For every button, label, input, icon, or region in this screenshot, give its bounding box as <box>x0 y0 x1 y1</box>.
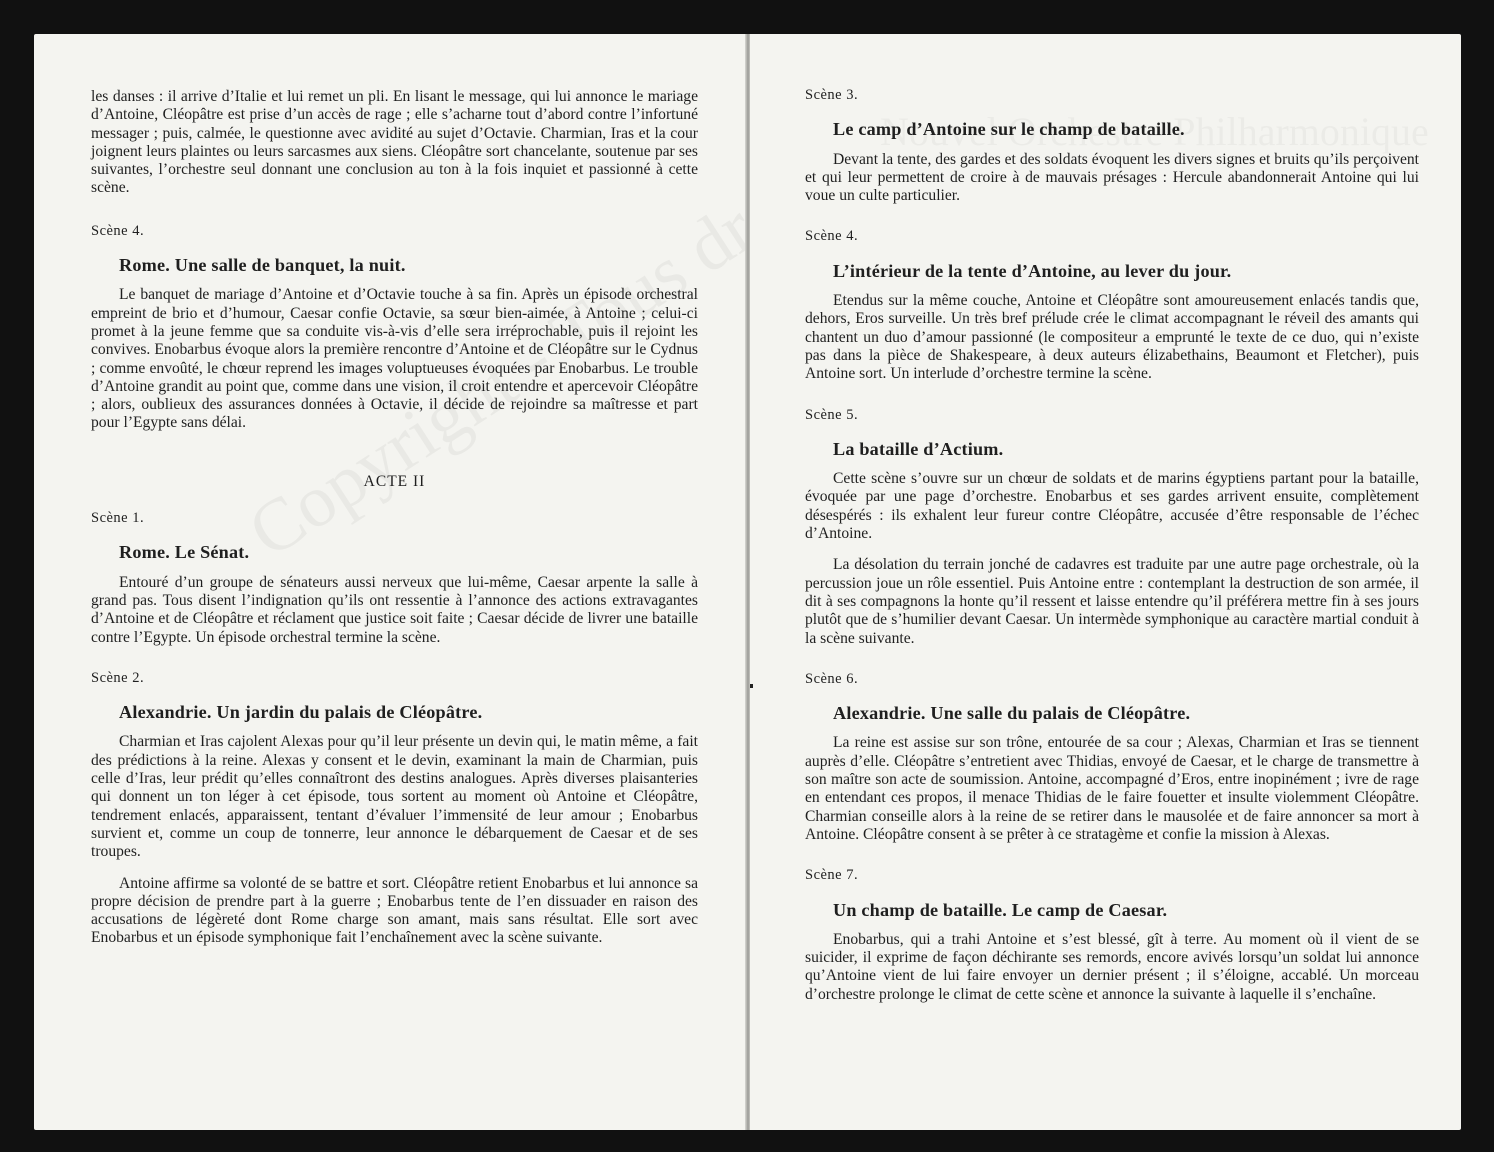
scene-title: Un champ de bataille. Le camp de Caesar. <box>833 899 1168 920</box>
paragraph: Devant la tente, des gardes et des soldats évoquent les divers signes et bruits qu’ils perçoivent et qui leur permettent de croire à de mauvais présages : Hercule abandonnerait Antoine qui lui voue un culte particulier. <box>805 150 1419 205</box>
scene-title: Alexandrie. Un jardin du palais de Cléopâtre. <box>119 702 483 723</box>
scene-title: Alexandrie. Une salle du palais de Cléopâtre. <box>833 703 1191 724</box>
paragraph: Etendus sur la même couche, Antoine et Cléopâtre sont amoureusement enlacés tandis que, dehors, Eros surveille. Un très bref prélude crée le climat accompagnant le réveil des amants qui chantent un duo d’amour passionné (le compositeur a emprunté le texte de ce duo, qui n’existe pas dans la pièce de Shakespeare, à deux auteurs élizabethains, Beaumont et Fletcher), puis Antoine sort. Un interlude d’orchestre termine la scène. <box>805 292 1419 383</box>
scene-label: Scène 6. <box>805 670 859 687</box>
paragraph: La désolation du terrain jonché de cadavres est traduite par une autre page orchestrale, où la percussion joue un rôle essentiel. Puis Antoine entre : contemplant la destruction de son armée, il dit à ses compagnons la honte qu’il ressent et laisse entendre qu’il préférera mettre fin à ses jours plutôt que de s’humilier devant Caesar. Un intermède symphonique au caractère martial conduit à la scène suivante. <box>805 556 1419 647</box>
scene-title: Le camp d’Antoine sur le champ de bataille. <box>833 119 1185 140</box>
scene-label: Scène 7. <box>805 867 859 884</box>
paragraph: Le banquet de mariage d’Antoine et d’Octavie touche à sa fin. Après un épisode orchestral empreint de brio et d’humour, Caesar confie Octavie, sa sœur bien-aimée, à Antoine ; celui-ci promet à la jeune femme que sa conduite vis-à-vis d’elle sera irréprochable, puis il rejoint les convives. Enobarbus évoque alors la première rencontre d’Antoine et de Cléopâtre sur le Cydnus ; comme envoûté, le chœur reprend les images voluptueuses évoquées par Enobarbus. Le trouble d’Antoine grandit au point que, comme dans une vision, il croit entendre et apercevoir Cléopâtre ; alors, oublieux des assurances données à Octavie, il décide de rejoindre sa maîtresse et part pour l’Egypte sans délai. <box>91 286 698 432</box>
scene-label: Scène 2. <box>91 669 145 686</box>
paragraph: Cette scène s’ouvre sur un chœur de soldats et de marins égyptiens partant pour la bataille, évoquée par une page d’orchestre. Enobarbus et ses gardes arrivent ensuite, complètement désespérés : ils exhalent leur fureur contre Cléopâtre, accusée d’être responsable de l’échec d’Antoine. <box>805 470 1419 543</box>
paragraph: La reine est assise sur son trône, entourée de sa cour ; Alexas, Charmian et Iras se tiennent auprès d’elle. Cléopâtre s’entretient avec Thidias, envoyé de Caesar, et le charge de transmettre à son maître son acte de soumission. Antoine, accompagné d’Eros, entre inopinément ; ivre de rage en entendant ces propos, il menace Thidias de le faire fouetter et insulte violemment Cléopâtre. Charmian conseille alors à la reine de se retirer dans le mausolée et de faire annoncer sa mort à Antoine. Cléopâtre consent à se prêter à ce stratagème et confie la mission à Alexas. <box>805 734 1419 843</box>
right-page-content <box>805 86 1419 1004</box>
scene-label: Scène 1. <box>91 510 145 527</box>
paragraph: Enobarbus, qui a trahi Antoine et s’est blessé, gît à terre. Au moment où il vient de se suicider, il exprime de façon déchirante ses remords, encore avivés lorsqu’un soldat lui annonce qu’Antoine vient de lui faire envoyer un dernier présent ; il s’éloigne, accablé. Un morceau d’orchestre prolonge le climat de cette scène et annonce la suivante à laquelle il s’enchaîne. <box>805 930 1419 1003</box>
act-heading: ACTE II <box>363 472 426 490</box>
scene-label: Scène 5. <box>805 406 859 423</box>
scene-label: Scène 4. <box>805 228 859 245</box>
right-page <box>750 34 1461 1130</box>
binding-mark <box>750 684 753 688</box>
intro-paragraph: les danses : il arrive d’Italie et lui remet un pli. En lisant le message, qui lui annonce le mariage d’Antoine, Cléopâtre est prise d’un accès de rage ; elle s’acharne tout d’abord contre l’infortuné messager ; puis, calmée, le questionne avec avidité au sujet d’Octavie. Charmian, Iras et la cour joignent leurs plaintes ou leurs sarcasmes aux siens. Cléopâtre sort chancelante, soutenue par ses suivantes, l’orchestre seul donnant une conclusion au ton à la fois inquiet et passionné à cette scène. <box>91 88 698 197</box>
scene-label: Scène 3. <box>805 87 859 103</box>
scene-label: Scène 4. <box>91 222 145 239</box>
paragraph: Antoine affirme sa volonté de se battre et sort. Cléopâtre retient Enobarbus et lui annonce sa propre décision de prendre part à la guerre ; Enobarbus tente de l’en dissuader en raison des accusations de légèreté dont Rome charge son amant, mais sans résultat. Elle sort avec Enobarbus et un épisode symphonique fait l’enchaînement avec la scène suivante. <box>91 874 698 947</box>
paragraph: Entouré d’un groupe de sénateurs aussi nerveux que lui-même, Caesar arpente la salle à grand pas. Tous disent l’indignation qu’ils ont ressentie à l’annonce des actions extravagantes d’Antoine et de Cléopâtre et réclament que justice soit faite ; Caesar décide de livrer une bataille contre l’Egypte. Un épisode orchestral termine la scène. <box>91 573 698 646</box>
scene-title: Rome. Le Sénat. <box>119 542 250 563</box>
left-page-content <box>91 88 698 948</box>
scene-title: La bataille d’Actium. <box>833 438 1004 459</box>
scene-title: Rome. Une salle de banquet, la nuit. <box>119 255 406 276</box>
paragraph: Charmian et Iras cajolent Alexas pour qu’il leur présente un devin qui, le matin même, a fait des prédictions à la reine. Alexas y consent et le devin, examinant la main de Charmian, puis celle d’Iras, leur prédit qu’elles connaîtront des destins analogues. Après diverses plaisanteries qui donnent un ton léger à cet épisode, tous sortent au moment où Antoine et Cléopâtre, tendrement enlacés, apparaissent, tentant d’évaluer l’immensité de leur amour ; Enobarbus survient et, comme un coup de tonnerre, leur annonce le débarquement de Caesar et de ses troupes. <box>91 733 698 861</box>
scene-title: L’intérieur de la tente d’Antoine, au lever du jour. <box>833 260 1232 281</box>
left-page <box>34 34 747 1130</box>
